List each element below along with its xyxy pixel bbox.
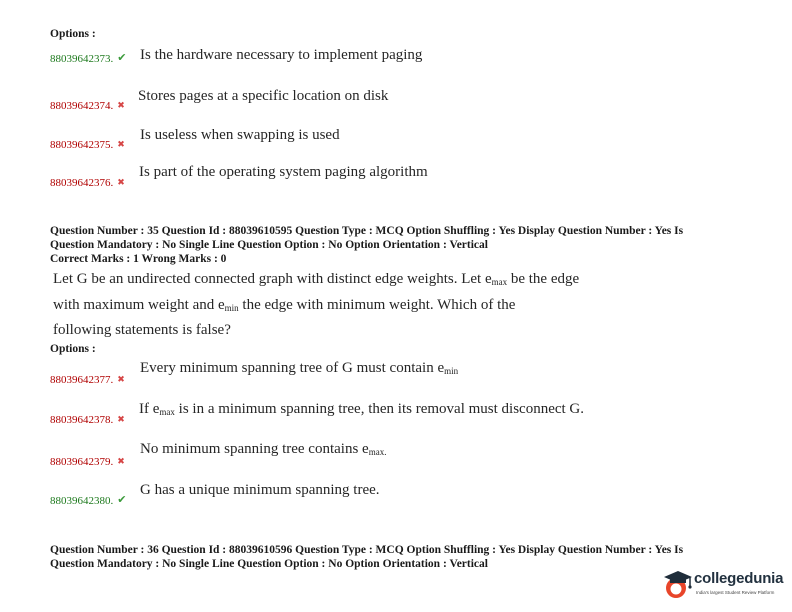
option-id: 88039642376. bbox=[50, 177, 114, 189]
question-meta bbox=[50, 543, 683, 571]
option-row bbox=[50, 370, 125, 388]
cross-icon: ✖ bbox=[117, 414, 125, 424]
option-id: 88039642375. bbox=[50, 139, 114, 151]
option-id: 88039642377. bbox=[50, 374, 114, 386]
question-meta-line: Question Number : 36 Question Id : 88039610596 Question Type : MCQ Option Shuffling : Yes Display Question Number : Yes Is bbox=[50, 544, 684, 556]
options-label: Options : bbox=[50, 343, 96, 355]
options-label: Options : bbox=[50, 28, 96, 40]
collegedunia-logo bbox=[662, 568, 786, 604]
option-id: 88039642373. bbox=[50, 53, 114, 65]
question-text-line: with maximum weight and $e_{min}$ the edge with minimum weight. Which of the bbox=[53, 297, 516, 313]
cross-icon: ✖ bbox=[117, 139, 125, 149]
question-meta-line: Question Mandatory : No Single Line Question Option : No Option Orientation : Vertical bbox=[50, 239, 488, 251]
logo-tagline: India's largest Student Review Platform bbox=[696, 590, 775, 595]
logo-name: collegedunia bbox=[694, 570, 784, 587]
cross-icon: ✖ bbox=[117, 100, 125, 110]
option-id: 88039642378. bbox=[50, 414, 114, 426]
option-row bbox=[50, 452, 125, 470]
option-row bbox=[50, 410, 125, 428]
option-row bbox=[50, 491, 126, 509]
cross-icon: ✖ bbox=[117, 374, 125, 384]
option-text: If $e_{max}$ is in a minimum spanning tree, then its removal must disconnect G. bbox=[139, 401, 585, 417]
graduation-cap-icon bbox=[662, 568, 694, 602]
option-text: Is the hardware necessary to implement paging bbox=[140, 47, 423, 63]
option-id: 88039642374. bbox=[50, 100, 114, 112]
cross-icon: ✖ bbox=[117, 456, 125, 466]
cross-icon: ✖ bbox=[117, 177, 125, 187]
option-row bbox=[50, 173, 125, 191]
check-icon: ✔ bbox=[117, 494, 127, 506]
option-text: Stores pages at a specific location on disk bbox=[138, 88, 389, 104]
option-text: Is useless when swapping is used bbox=[140, 127, 340, 143]
option-text: Every minimum spanning tree of G must contain $e_{min}$ bbox=[140, 360, 459, 376]
question-meta-line: Question Mandatory : No Single Line Question Option : No Option Orientation : Vertical bbox=[50, 558, 488, 570]
option-row bbox=[50, 49, 126, 67]
question-text-line: Let G be an undirected connected graph with distinct edge weights. Let $e_{max}$ be the edge bbox=[53, 271, 580, 287]
question-meta-line: Question Number : 35 Question Id : 88039610595 Question Type : MCQ Option Shuffling : Yes Display Question Number : Yes Is bbox=[50, 225, 684, 237]
option-row bbox=[50, 135, 125, 153]
question-marks: Correct Marks : 1 Wrong Marks : 0 bbox=[50, 253, 227, 265]
question-meta bbox=[50, 224, 683, 266]
option-text: Is part of the operating system paging algorithm bbox=[139, 164, 428, 180]
option-row bbox=[50, 96, 125, 114]
option-text: No minimum spanning tree contains $e_{max.}$ bbox=[140, 441, 387, 457]
option-text: G has a unique minimum spanning tree. bbox=[140, 482, 380, 498]
check-icon: ✔ bbox=[117, 52, 127, 64]
option-id: 88039642380. bbox=[50, 495, 114, 507]
question-text-line: following statements is false? bbox=[53, 322, 231, 338]
option-id: 88039642379. bbox=[50, 456, 114, 468]
